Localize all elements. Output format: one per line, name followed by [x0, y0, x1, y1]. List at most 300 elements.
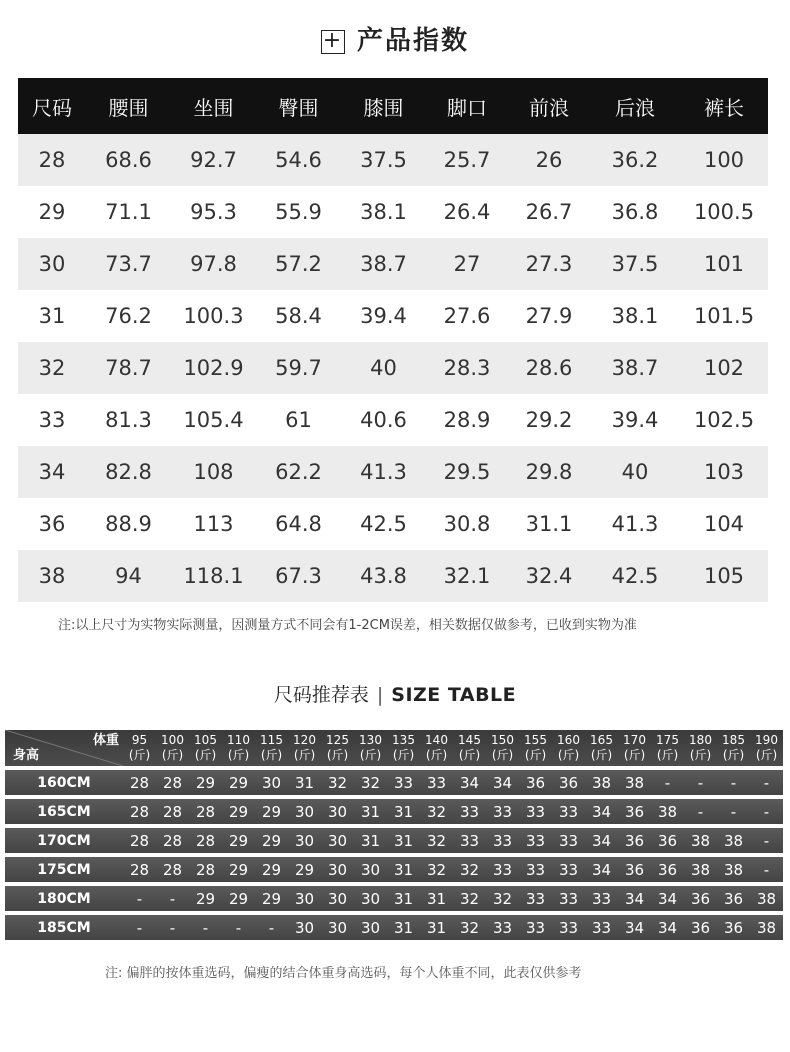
weight-header-cell: [585, 730, 618, 766]
size-cell: -: [750, 770, 783, 795]
weight-unit: (斤): [557, 748, 580, 762]
size-cell: 30: [321, 915, 354, 940]
size-cell: 28: [156, 828, 189, 853]
weight-value: 105: [194, 733, 217, 747]
size-cell: 33: [387, 770, 420, 795]
spec-cell: 81.3: [105, 408, 152, 432]
size-cell: 29: [255, 799, 288, 824]
weight-value: 170: [623, 733, 646, 747]
spec-cell: 36: [38, 512, 66, 536]
weight-unit: (斤): [392, 748, 415, 762]
spec-cell: 32: [18, 342, 86, 394]
spec-cell: 102.5: [693, 408, 755, 432]
spec-cell: 58.4: [275, 304, 322, 328]
weight-header-cell: [354, 730, 387, 766]
size-cell: 32: [453, 857, 486, 882]
weight-value: 115: [260, 733, 283, 747]
size-cell: 31: [387, 857, 420, 882]
spec-cell: 55.9: [275, 200, 322, 224]
size-cell: 30: [321, 857, 354, 882]
weight-unit: (斤): [293, 748, 316, 762]
spec-table-header: [18, 78, 768, 134]
size-cell: 29: [222, 857, 255, 882]
size-cell: 30: [288, 915, 321, 940]
spec-cell: 31: [38, 304, 66, 328]
size-cell: 33: [519, 915, 552, 940]
weight-value: 140: [425, 733, 448, 747]
size-cell: 34: [651, 886, 684, 911]
size-cell: 29: [189, 770, 222, 795]
spec-cell: 41.3: [341, 446, 426, 498]
size-cell: 34: [486, 770, 519, 795]
plus-box-icon: +: [322, 28, 344, 53]
spec-table-row: [18, 186, 768, 238]
size-cell: 30: [321, 828, 354, 853]
spec-cell: 29.5: [426, 446, 508, 498]
spec-cell: 71.1: [105, 200, 152, 224]
height-label: 身高: [13, 748, 40, 763]
size-cell: 36: [618, 857, 651, 882]
spec-cell: 32.4: [508, 550, 590, 602]
weight-unit: (斤): [491, 748, 514, 762]
spec-table-row: [18, 342, 768, 394]
weight-header-cell: [750, 730, 783, 766]
size-cell: 28: [156, 857, 189, 882]
size-cell: 28: [189, 799, 222, 824]
size-cell: 38: [717, 828, 750, 853]
spec-cell: 25.7: [426, 134, 508, 186]
weight-unit: (斤): [755, 748, 778, 762]
spec-cell: 26: [508, 134, 590, 186]
weight-header-cell: [552, 730, 585, 766]
spec-cell: 88.9: [105, 512, 152, 536]
spec-cell: 28: [18, 134, 86, 186]
weight-unit: (斤): [128, 748, 151, 762]
size-cell: 28: [156, 799, 189, 824]
size-cell: 34: [618, 915, 651, 940]
spec-cell: 82.8: [86, 446, 171, 498]
size-cell: 38: [585, 770, 618, 795]
weight-value: 175: [656, 733, 679, 747]
height-cell: 165CM: [5, 799, 123, 824]
size-cell: -: [123, 886, 156, 911]
size-cell: 33: [519, 828, 552, 853]
spec-table-row: [18, 238, 768, 290]
size-table-body: [5, 770, 783, 940]
weight-unit: (斤): [260, 748, 283, 762]
size-cell: 38: [618, 770, 651, 795]
spec-cell: 64.8: [275, 512, 322, 536]
spec-cell: 62.2: [256, 446, 341, 498]
size-cell: 38: [684, 857, 717, 882]
size-cell: -: [684, 799, 717, 824]
weight-value: 145: [458, 733, 481, 747]
weight-value: 110: [227, 733, 250, 747]
spec-cell: 38.1: [611, 304, 659, 328]
spec-cell: 94: [86, 550, 171, 602]
height-cell: 160CM: [5, 770, 123, 795]
size-cell: 34: [585, 828, 618, 853]
size-cell: -: [156, 915, 189, 940]
size-cell: 33: [552, 828, 585, 853]
size-table-row: [5, 799, 783, 824]
size-cell: 31: [387, 799, 420, 824]
size-cell: 33: [552, 799, 585, 824]
measurement-note: 注:以上尺寸为实物实际测量，因测量方式不同会有1-2CM误差，相关数据仅做参考，已收到实物为准: [58, 618, 637, 633]
weight-header-cell: [255, 730, 288, 766]
spec-cell: 38: [18, 550, 86, 602]
spec-cell: 27.9: [525, 304, 573, 328]
spec-cell: 40: [341, 342, 426, 394]
spec-cell: 37.5: [590, 238, 680, 290]
size-cell: 31: [354, 799, 387, 824]
spec-cell: 73.7: [86, 238, 171, 290]
size-cell: -: [750, 857, 783, 882]
spec-cell: 28.3: [426, 342, 508, 394]
size-cell: -: [684, 770, 717, 795]
spec-cell: 105.4: [183, 408, 244, 432]
spec-cell: 42.5: [360, 512, 407, 536]
weight-value: 190: [755, 733, 778, 747]
spec-cell: 113: [193, 512, 234, 536]
spec-cell: 30: [18, 238, 86, 290]
title-separator: |: [376, 684, 384, 706]
spec-cell: 36.2: [590, 134, 680, 186]
size-cell: 36: [552, 770, 585, 795]
spec-header-cell: 臀围: [256, 78, 341, 134]
size-cell: 28: [189, 828, 222, 853]
weight-unit: (斤): [227, 748, 250, 762]
size-cell: -: [255, 915, 288, 940]
size-cell: 32: [453, 886, 486, 911]
size-cell: 36: [519, 770, 552, 795]
size-recommendation-table: [5, 726, 783, 944]
size-cell: 29: [189, 886, 222, 911]
spec-cell: 95.3: [190, 200, 237, 224]
size-table-row: [5, 915, 783, 940]
size-cell: 33: [585, 915, 618, 940]
size-cell: 36: [618, 799, 651, 824]
size-cell: 33: [552, 915, 585, 940]
spec-cell: 37.5: [341, 134, 426, 186]
weight-value: 120: [293, 733, 316, 747]
weight-header-cell: [387, 730, 420, 766]
weight-value: 155: [524, 733, 547, 747]
size-cell: 29: [222, 828, 255, 853]
spec-cell: 39.4: [611, 408, 659, 432]
size-cell: 33: [486, 799, 519, 824]
weight-value: 135: [392, 733, 415, 747]
weight-unit: (斤): [656, 748, 679, 762]
spec-cell: 102.9: [171, 342, 256, 394]
spec-cell: 101.5: [693, 304, 755, 328]
spec-cell: 92.7: [171, 134, 256, 186]
spec-cell: 38.1: [360, 200, 407, 224]
product-index-title: [0, 20, 790, 57]
spec-cell: 67.3: [256, 550, 341, 602]
spec-cell: 102: [680, 342, 768, 394]
size-cell: 31: [420, 886, 453, 911]
weight-value: 100: [161, 733, 184, 747]
spec-cell: 118.1: [171, 550, 256, 602]
size-cell: 33: [519, 886, 552, 911]
size-cell: -: [717, 799, 750, 824]
product-index-title-text: 产品指数: [356, 26, 469, 56]
size-cell: 30: [288, 799, 321, 824]
size-cell: 33: [519, 799, 552, 824]
size-table-header: [5, 730, 783, 766]
spec-table-row: [18, 498, 768, 550]
spec-cell: 101: [680, 238, 768, 290]
size-table-row: [5, 828, 783, 853]
size-cell: 33: [585, 886, 618, 911]
weight-value: 150: [491, 733, 514, 747]
size-table-title-cn: 尺码推荐表: [273, 684, 369, 706]
spec-cell: 29.2: [525, 408, 573, 432]
spec-cell: 104: [703, 512, 745, 536]
weight-value: 185: [722, 733, 745, 747]
height-cell: 185CM: [5, 915, 123, 940]
size-table-row: [5, 857, 783, 882]
size-cell: 34: [651, 915, 684, 940]
weight-unit: (斤): [425, 748, 448, 762]
size-cell: 30: [354, 857, 387, 882]
size-cell: 30: [354, 915, 387, 940]
spec-cell: 26.4: [443, 200, 491, 224]
size-cell: 28: [123, 828, 156, 853]
size-cell: -: [189, 915, 222, 940]
weight-header-cell: [717, 730, 750, 766]
weight-unit: (斤): [359, 748, 382, 762]
size-cell: 36: [717, 915, 750, 940]
size-cell: 33: [453, 799, 486, 824]
weight-value: 165: [590, 733, 613, 747]
spec-cell: 78.7: [86, 342, 171, 394]
weight-unit: (斤): [161, 748, 184, 762]
size-cell: 30: [288, 886, 321, 911]
spec-cell: 27.6: [443, 304, 491, 328]
spec-cell: 29: [38, 200, 66, 224]
spec-cell: 39.4: [360, 304, 407, 328]
size-cell: 31: [387, 886, 420, 911]
size-cell: 32: [321, 770, 354, 795]
size-cell: -: [222, 915, 255, 940]
weight-header-cell: [321, 730, 354, 766]
size-cell: 34: [618, 886, 651, 911]
weight-header-cell: [288, 730, 321, 766]
size-cell: -: [750, 828, 783, 853]
weight-header-cell: [222, 730, 255, 766]
size-cell: 28: [123, 799, 156, 824]
corner-cell: [5, 730, 123, 766]
spec-cell: 27.3: [508, 238, 590, 290]
spec-cell: 30.8: [443, 512, 491, 536]
size-cell: 30: [354, 886, 387, 911]
weight-unit: (斤): [689, 748, 712, 762]
weight-label: 体重: [92, 733, 119, 748]
size-cell: 36: [651, 828, 684, 853]
spec-cell: 61: [285, 408, 312, 432]
size-table-row: [5, 770, 783, 795]
spec-header-cell: 前浪: [508, 78, 590, 134]
weight-unit: (斤): [623, 748, 646, 762]
spec-cell: 34: [18, 446, 86, 498]
weight-header-cell: [453, 730, 486, 766]
weight-unit: (斤): [326, 748, 349, 762]
size-cell: 36: [684, 886, 717, 911]
size-cell: 33: [552, 886, 585, 911]
size-cell: 31: [420, 915, 453, 940]
spec-table-row: [18, 134, 768, 186]
weight-header-cell: [618, 730, 651, 766]
spec-cell: 41.3: [611, 512, 659, 536]
spec-table-body: [18, 134, 768, 602]
spec-cell: 26.7: [525, 200, 573, 224]
spec-cell: 40.6: [360, 408, 407, 432]
spec-cell: 103: [680, 446, 768, 498]
size-cell: 29: [222, 799, 255, 824]
size-cell: 32: [453, 915, 486, 940]
spec-cell: 33: [38, 408, 66, 432]
size-cell: 34: [585, 857, 618, 882]
spec-cell: 29.8: [508, 446, 590, 498]
spec-cell: 54.6: [256, 134, 341, 186]
spec-cell: 43.8: [341, 550, 426, 602]
size-cell: 31: [288, 770, 321, 795]
spec-cell: 76.2: [105, 304, 152, 328]
size-cell: 30: [321, 799, 354, 824]
spec-cell: 28.6: [508, 342, 590, 394]
weight-header-cell: [123, 730, 156, 766]
spec-cell: 38.7: [590, 342, 680, 394]
size-cell: 33: [486, 857, 519, 882]
size-cell: 29: [255, 886, 288, 911]
size-cell: 32: [420, 828, 453, 853]
spec-cell: 105: [680, 550, 768, 602]
size-cell: 36: [717, 886, 750, 911]
weight-header-cell: [189, 730, 222, 766]
size-cell: 32: [420, 799, 453, 824]
size-cell: 30: [288, 828, 321, 853]
spec-cell: 100: [680, 134, 768, 186]
spec-table-row: [18, 446, 768, 498]
size-table-title: [0, 680, 790, 707]
spec-cell: 36.8: [611, 200, 659, 224]
size-cell: 28: [123, 857, 156, 882]
size-cell: 38: [684, 828, 717, 853]
size-cell: 33: [486, 828, 519, 853]
size-cell: 31: [387, 915, 420, 940]
size-cell: 31: [354, 828, 387, 853]
size-cell: -: [717, 770, 750, 795]
weight-unit: (斤): [590, 748, 613, 762]
size-cell: 30: [321, 886, 354, 911]
weight-unit: (斤): [194, 748, 217, 762]
weight-header-cell: [684, 730, 717, 766]
spec-cell: 97.8: [171, 238, 256, 290]
weight-unit: (斤): [524, 748, 547, 762]
weight-unit: (斤): [722, 748, 745, 762]
size-cell: 36: [618, 828, 651, 853]
size-cell: 36: [651, 857, 684, 882]
spec-cell: 100.5: [693, 200, 755, 224]
spec-cell: 68.6: [86, 134, 171, 186]
size-cell: -: [750, 799, 783, 824]
size-table-row: [5, 886, 783, 911]
size-cell: 29: [255, 857, 288, 882]
size-cell: 29: [222, 770, 255, 795]
weight-value: 130: [359, 733, 382, 747]
size-cell: 28: [123, 770, 156, 795]
spec-cell: 38.7: [341, 238, 426, 290]
size-cell: 33: [486, 915, 519, 940]
spec-cell: 32.1: [426, 550, 508, 602]
weight-unit: (斤): [458, 748, 481, 762]
weight-header-cell: [651, 730, 684, 766]
size-cell: 29: [222, 886, 255, 911]
size-cell: 34: [453, 770, 486, 795]
size-cell: 29: [255, 828, 288, 853]
size-cell: 38: [750, 886, 783, 911]
size-cell: -: [651, 770, 684, 795]
spec-cell: 59.7: [256, 342, 341, 394]
spec-cell: 42.5: [590, 550, 680, 602]
size-cell: -: [156, 886, 189, 911]
size-cell: -: [123, 915, 156, 940]
size-cell: 32: [486, 886, 519, 911]
size-cell: 28: [189, 857, 222, 882]
weight-header-cell: [519, 730, 552, 766]
size-cell: 32: [354, 770, 387, 795]
size-cell: 28: [156, 770, 189, 795]
weight-value: 125: [326, 733, 349, 747]
spec-header-cell: 腰围: [86, 78, 171, 134]
spec-header-cell: 尺码: [18, 78, 86, 134]
size-cell: 38: [651, 799, 684, 824]
weight-value: 160: [557, 733, 580, 747]
spec-header-cell: 后浪: [590, 78, 680, 134]
spec-header-cell: 膝围: [341, 78, 426, 134]
spec-cell: 31.1: [525, 512, 573, 536]
spec-header-cell: 裤长: [680, 78, 768, 134]
spec-header-cell: 脚口: [426, 78, 508, 134]
spec-cell: 108: [171, 446, 256, 498]
size-cell: 33: [420, 770, 453, 795]
size-cell: 30: [255, 770, 288, 795]
spec-cell: 28.9: [443, 408, 491, 432]
height-cell: 180CM: [5, 886, 123, 911]
spec-table-row: [18, 394, 768, 446]
size-cell: 32: [420, 857, 453, 882]
spec-table-row: [18, 550, 768, 602]
spec-header-cell: 坐围: [171, 78, 256, 134]
height-cell: 175CM: [5, 857, 123, 882]
size-cell: 33: [519, 857, 552, 882]
size-advice-note: 注: 偏胖的按体重选码，偏瘦的结合体重身高选码，每个人体重不同，此表仅供参考: [105, 966, 582, 981]
weight-value: 180: [689, 733, 712, 747]
size-cell: 38: [717, 857, 750, 882]
size-cell: 33: [453, 828, 486, 853]
height-cell: 170CM: [5, 828, 123, 853]
spec-cell: 57.2: [256, 238, 341, 290]
weight-value: 95: [131, 733, 148, 747]
size-cell: 29: [288, 857, 321, 882]
spec-cell: 40: [590, 446, 680, 498]
size-cell: 31: [387, 828, 420, 853]
size-cell: 34: [585, 799, 618, 824]
weight-header-cell: [486, 730, 519, 766]
size-cell: 36: [684, 915, 717, 940]
